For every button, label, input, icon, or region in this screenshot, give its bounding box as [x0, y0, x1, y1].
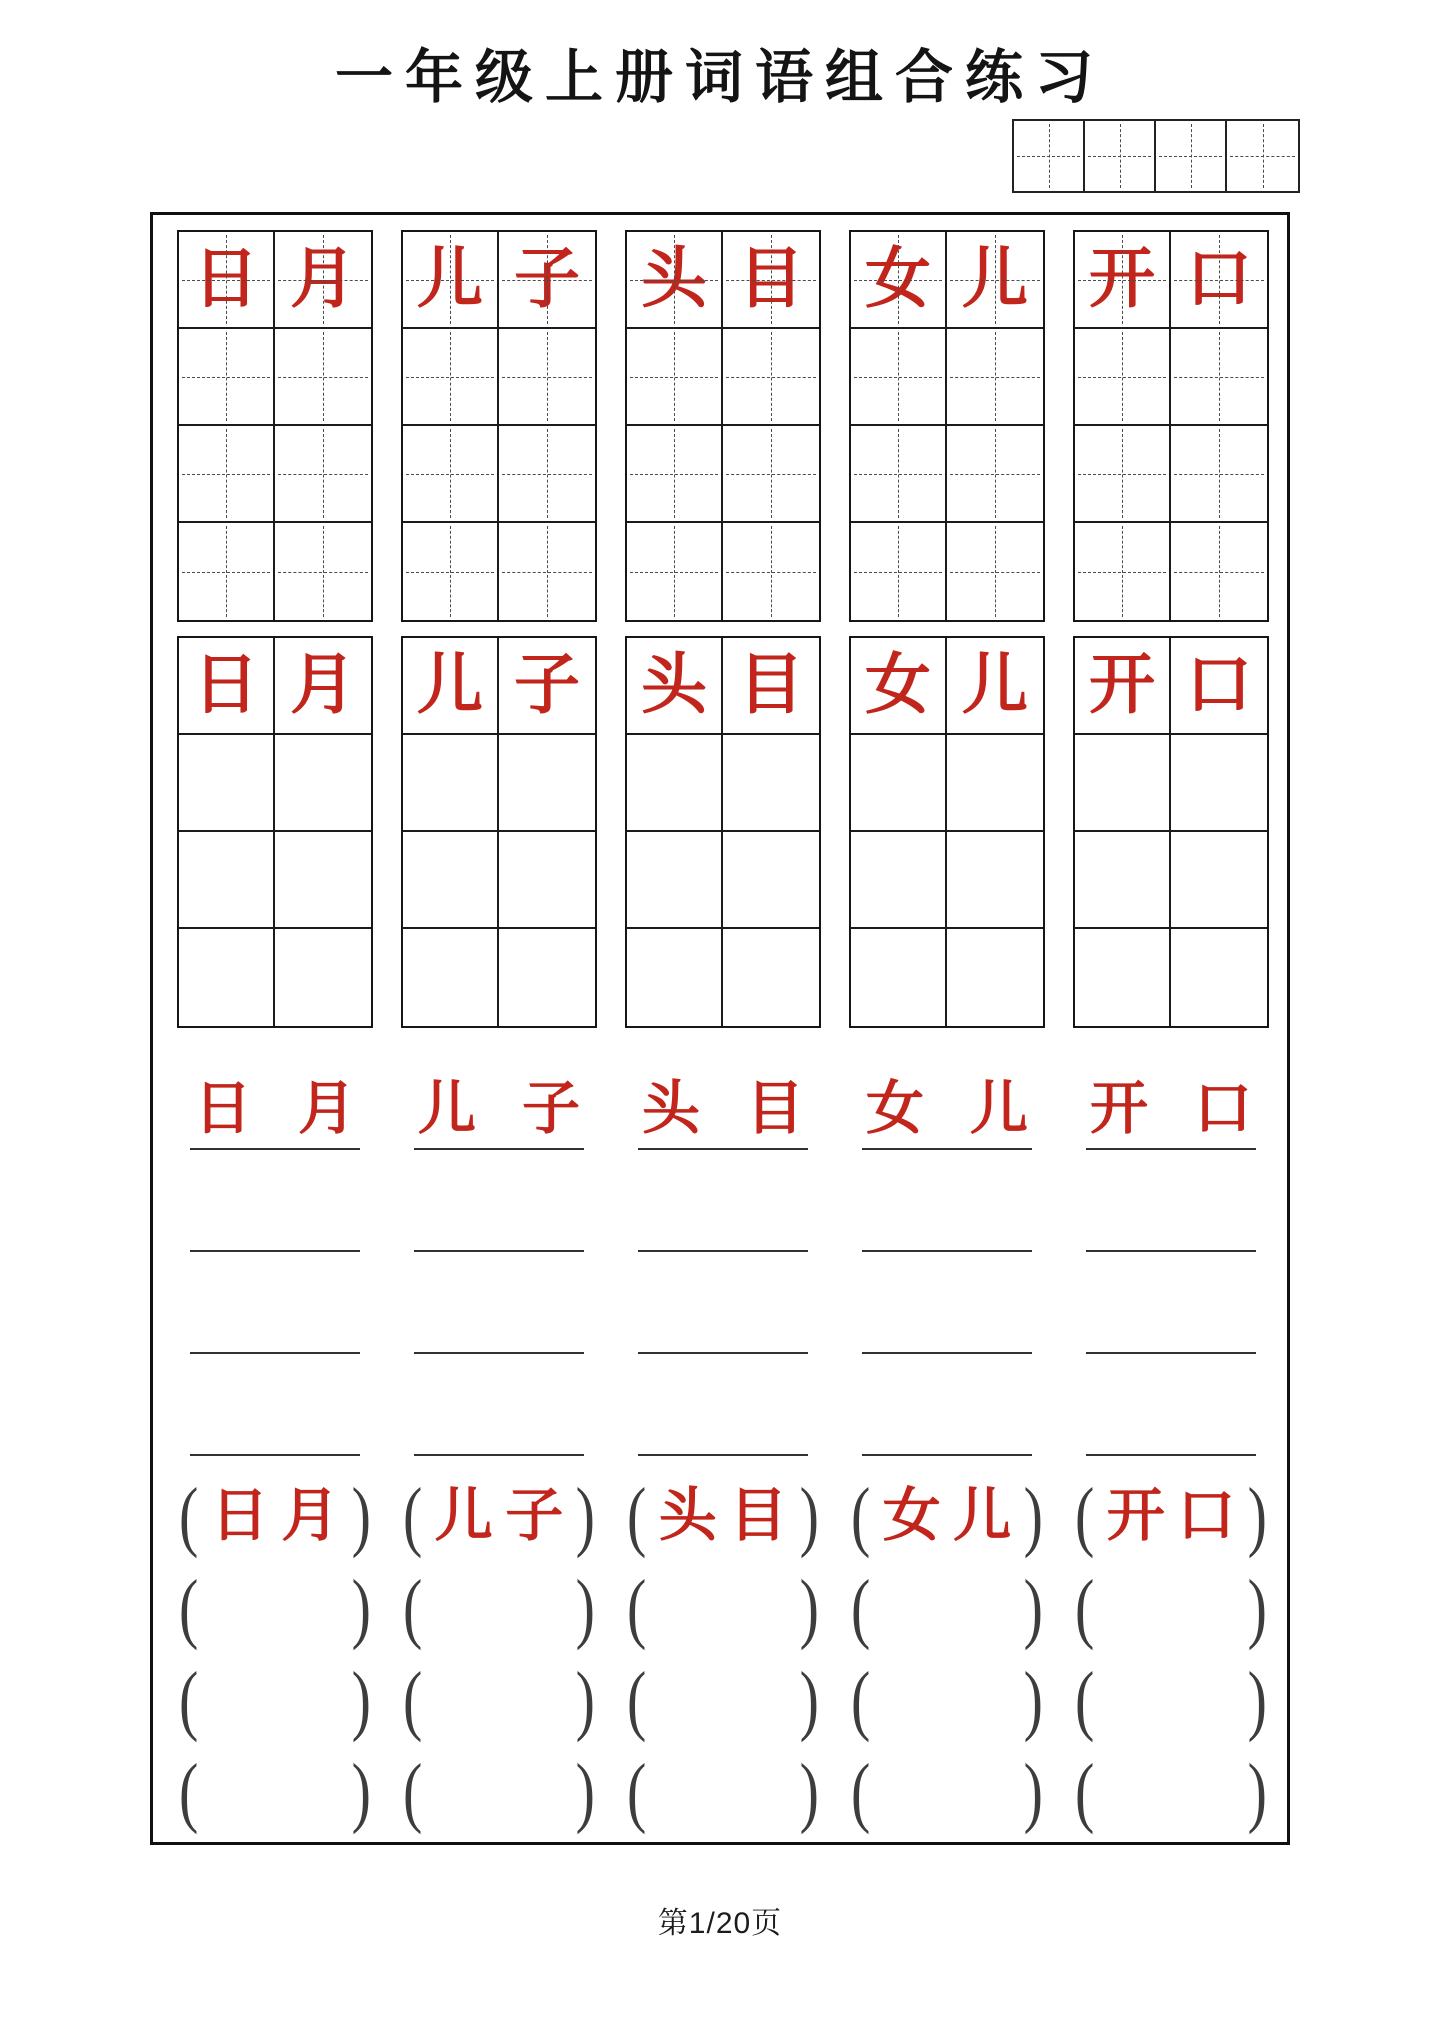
practice-line — [625, 1354, 821, 1456]
open-paren: ( — [627, 1563, 647, 1652]
name-grid — [1012, 119, 1300, 193]
practice-line — [177, 1354, 373, 1456]
practice-cell — [1075, 832, 1171, 929]
model-char: 儿 — [953, 1483, 1012, 1548]
model-char-cell: 子 — [499, 232, 595, 329]
open-paren: ( — [851, 1471, 871, 1560]
model-paren-row — [401, 1470, 597, 1562]
underline-column-riyue — [177, 1048, 373, 1456]
model-char-cell: 儿 — [403, 638, 499, 735]
close-paren: ) — [351, 1471, 371, 1560]
model-char-cell: 女 — [851, 232, 947, 329]
section-tianzige — [177, 230, 1269, 622]
practice-line — [401, 1354, 597, 1456]
model-char: 子 — [522, 1076, 581, 1141]
model-char: 儿 — [970, 1076, 1029, 1141]
practice-paren-row — [177, 1562, 373, 1654]
open-paren: ( — [1075, 1563, 1095, 1652]
practice-line — [625, 1252, 821, 1354]
open-paren: ( — [1075, 1471, 1095, 1560]
plain-block-nver — [849, 636, 1045, 1028]
practice-paren-row — [849, 1654, 1045, 1746]
open-paren: ( — [627, 1655, 647, 1744]
model-char: 头 — [641, 1076, 700, 1141]
name-grid-cell — [1014, 121, 1085, 191]
tianzige-block-kaikou — [1073, 230, 1269, 622]
model-char-cell: 目 — [723, 638, 819, 735]
open-paren: ( — [179, 1747, 199, 1836]
practice-cell — [851, 929, 947, 1026]
model-char-cell: 女 — [851, 638, 947, 735]
close-paren: ) — [1247, 1563, 1267, 1652]
practice-paren-row — [1073, 1746, 1269, 1838]
underline-column-nver — [849, 1048, 1045, 1456]
model-char: 女 — [882, 1483, 941, 1548]
tianzige-block-erzi — [401, 230, 597, 622]
close-paren: ) — [575, 1655, 595, 1744]
tianzige-block-nver — [849, 230, 1045, 622]
model-char-cell: 儿 — [947, 638, 1043, 735]
practice-line — [849, 1252, 1045, 1354]
open-paren: ( — [179, 1655, 199, 1744]
practice-line — [177, 1150, 373, 1252]
practice-cell — [275, 426, 371, 523]
practice-cell — [499, 523, 595, 620]
practice-cell — [403, 832, 499, 929]
underline-column-toumu — [625, 1048, 821, 1456]
model-char-cell: 日 — [179, 232, 275, 329]
practice-cell — [627, 426, 723, 523]
model-line — [849, 1048, 1045, 1150]
model-char-cell: 口 — [1171, 232, 1267, 329]
practice-cell — [851, 426, 947, 523]
model-char-cell: 儿 — [947, 232, 1043, 329]
plain-block-erzi — [401, 636, 597, 1028]
practice-cell — [723, 832, 819, 929]
practice-cell — [627, 929, 723, 1026]
practice-cell — [275, 832, 371, 929]
practice-cell — [851, 832, 947, 929]
practice-paren-row — [625, 1654, 821, 1746]
model-char: 子 — [505, 1483, 564, 1548]
close-paren: ) — [1247, 1747, 1267, 1836]
practice-cell — [851, 523, 947, 620]
open-paren: ( — [1075, 1655, 1095, 1744]
paren-column-toumu — [625, 1470, 821, 1838]
paren-column-riyue — [177, 1470, 373, 1838]
open-paren: ( — [403, 1563, 423, 1652]
close-paren: ) — [1023, 1563, 1043, 1652]
open-paren: ( — [403, 1471, 423, 1560]
practice-cell — [723, 329, 819, 426]
practice-cell — [499, 929, 595, 1026]
open-paren: ( — [179, 1471, 199, 1560]
worksheet-frame — [150, 212, 1290, 1845]
practice-cell — [1075, 523, 1171, 620]
practice-cell — [179, 426, 275, 523]
practice-cell — [403, 735, 499, 832]
practice-cell — [499, 832, 595, 929]
practice-cell — [403, 426, 499, 523]
model-char-cell: 目 — [723, 232, 819, 329]
practice-cell — [403, 329, 499, 426]
practice-cell — [403, 929, 499, 1026]
practice-cell — [627, 832, 723, 929]
practice-cell — [851, 329, 947, 426]
practice-cell — [947, 523, 1043, 620]
practice-line — [1073, 1252, 1269, 1354]
practice-cell — [723, 929, 819, 1026]
practice-paren-row — [177, 1746, 373, 1838]
plain-block-toumu — [625, 636, 821, 1028]
model-char: 女 — [865, 1076, 924, 1141]
practice-line — [1073, 1150, 1269, 1252]
model-paren-row — [849, 1470, 1045, 1562]
close-paren: ) — [351, 1655, 371, 1744]
practice-cell — [179, 832, 275, 929]
practice-line — [1073, 1354, 1269, 1456]
practice-cell — [1171, 523, 1267, 620]
model-char: 开 — [1106, 1483, 1165, 1548]
model-char-cell: 子 — [499, 638, 595, 735]
model-char: 月 — [298, 1076, 357, 1141]
close-paren: ) — [799, 1747, 819, 1836]
model-char-cell: 口 — [1171, 638, 1267, 735]
open-paren: ( — [403, 1747, 423, 1836]
practice-cell — [947, 735, 1043, 832]
close-paren: ) — [575, 1747, 595, 1836]
model-char: 月 — [281, 1483, 340, 1548]
practice-cell — [723, 426, 819, 523]
model-char-cell: 日 — [179, 638, 275, 735]
close-paren: ) — [799, 1471, 819, 1560]
practice-paren-row — [401, 1562, 597, 1654]
name-grid-cell — [1227, 121, 1298, 191]
page-title: 一年级上册词语组合练习 — [334, 45, 1105, 110]
practice-cell — [1171, 329, 1267, 426]
practice-line — [625, 1150, 821, 1252]
model-char: 头 — [658, 1483, 717, 1548]
practice-cell — [403, 523, 499, 620]
practice-line — [177, 1252, 373, 1354]
practice-line — [849, 1150, 1045, 1252]
practice-cell — [1171, 735, 1267, 832]
close-paren: ) — [1023, 1747, 1043, 1836]
model-char: 口 — [1194, 1076, 1253, 1141]
tianzige-block-riyue — [177, 230, 373, 622]
practice-cell — [627, 523, 723, 620]
practice-cell — [947, 832, 1043, 929]
practice-line — [849, 1354, 1045, 1456]
section-plain-grid — [177, 636, 1269, 1028]
practice-cell — [179, 329, 275, 426]
model-line — [401, 1048, 597, 1150]
close-paren: ) — [1023, 1471, 1043, 1560]
model-char-cell: 开 — [1075, 232, 1171, 329]
practice-paren-row — [1073, 1654, 1269, 1746]
name-grid-cell — [1156, 121, 1227, 191]
practice-cell — [627, 329, 723, 426]
practice-cell — [179, 929, 275, 1026]
model-char: 儿 — [417, 1076, 476, 1141]
paren-column-erzi — [401, 1470, 597, 1838]
model-char: 目 — [729, 1483, 788, 1548]
model-paren-row — [1073, 1470, 1269, 1562]
close-paren: ) — [1247, 1655, 1267, 1744]
section-parentheses — [177, 1470, 1269, 1838]
open-paren: ( — [851, 1747, 871, 1836]
underline-column-erzi — [401, 1048, 597, 1456]
model-char: 口 — [1177, 1483, 1236, 1548]
plain-block-kaikou — [1073, 636, 1269, 1028]
model-char-cell: 开 — [1075, 638, 1171, 735]
model-char: 日 — [193, 1076, 252, 1141]
close-paren: ) — [351, 1747, 371, 1836]
practice-cell — [1171, 426, 1267, 523]
practice-cell — [627, 735, 723, 832]
practice-cell — [947, 329, 1043, 426]
practice-paren-row — [625, 1562, 821, 1654]
open-paren: ( — [627, 1747, 647, 1836]
practice-cell — [1075, 735, 1171, 832]
open-paren: ( — [1075, 1747, 1095, 1836]
close-paren: ) — [1023, 1655, 1043, 1744]
practice-cell — [179, 735, 275, 832]
practice-cell — [499, 426, 595, 523]
model-char: 目 — [746, 1076, 805, 1141]
page-number: 第1/20页 — [657, 1907, 783, 1940]
underline-column-kaikou — [1073, 1048, 1269, 1456]
practice-paren-row — [849, 1562, 1045, 1654]
close-paren: ) — [799, 1563, 819, 1652]
plain-block-riyue — [177, 636, 373, 1028]
practice-paren-row — [625, 1746, 821, 1838]
close-paren: ) — [575, 1563, 595, 1652]
practice-cell — [275, 735, 371, 832]
open-paren: ( — [851, 1563, 871, 1652]
close-paren: ) — [575, 1471, 595, 1560]
paren-column-kaikou — [1073, 1470, 1269, 1838]
practice-paren-row — [177, 1654, 373, 1746]
model-paren-row — [625, 1470, 821, 1562]
model-char: 开 — [1089, 1076, 1148, 1141]
practice-paren-row — [401, 1746, 597, 1838]
practice-cell — [1171, 929, 1267, 1026]
practice-cell — [275, 929, 371, 1026]
practice-cell — [1075, 929, 1171, 1026]
practice-cell — [1075, 426, 1171, 523]
model-char: 儿 — [434, 1483, 493, 1548]
model-char-cell: 月 — [275, 638, 371, 735]
practice-paren-row — [849, 1746, 1045, 1838]
paren-column-nver — [849, 1470, 1045, 1838]
name-grid-cell — [1085, 121, 1156, 191]
close-paren: ) — [351, 1563, 371, 1652]
practice-cell — [947, 426, 1043, 523]
close-paren: ) — [799, 1655, 819, 1744]
model-line — [625, 1048, 821, 1150]
practice-paren-row — [401, 1654, 597, 1746]
practice-cell — [499, 735, 595, 832]
practice-cell — [723, 523, 819, 620]
practice-paren-row — [1073, 1562, 1269, 1654]
model-line — [177, 1048, 373, 1150]
model-char-cell: 月 — [275, 232, 371, 329]
practice-cell — [275, 329, 371, 426]
practice-cell — [1075, 329, 1171, 426]
open-paren: ( — [403, 1655, 423, 1744]
practice-cell — [275, 523, 371, 620]
practice-cell — [851, 735, 947, 832]
model-line — [1073, 1048, 1269, 1150]
practice-cell — [179, 523, 275, 620]
open-paren: ( — [627, 1471, 647, 1560]
open-paren: ( — [851, 1655, 871, 1744]
model-char-cell: 儿 — [403, 232, 499, 329]
model-char: 日 — [210, 1483, 269, 1548]
open-paren: ( — [179, 1563, 199, 1652]
practice-cell — [1171, 832, 1267, 929]
practice-cell — [499, 329, 595, 426]
close-paren: ) — [1247, 1471, 1267, 1560]
practice-line — [401, 1150, 597, 1252]
tianzige-block-toumu — [625, 230, 821, 622]
section-underlines — [177, 1048, 1269, 1456]
practice-line — [401, 1252, 597, 1354]
practice-cell — [723, 735, 819, 832]
model-paren-row — [177, 1470, 373, 1562]
model-char-cell: 头 — [627, 232, 723, 329]
model-char-cell: 头 — [627, 638, 723, 735]
practice-cell — [947, 929, 1043, 1026]
